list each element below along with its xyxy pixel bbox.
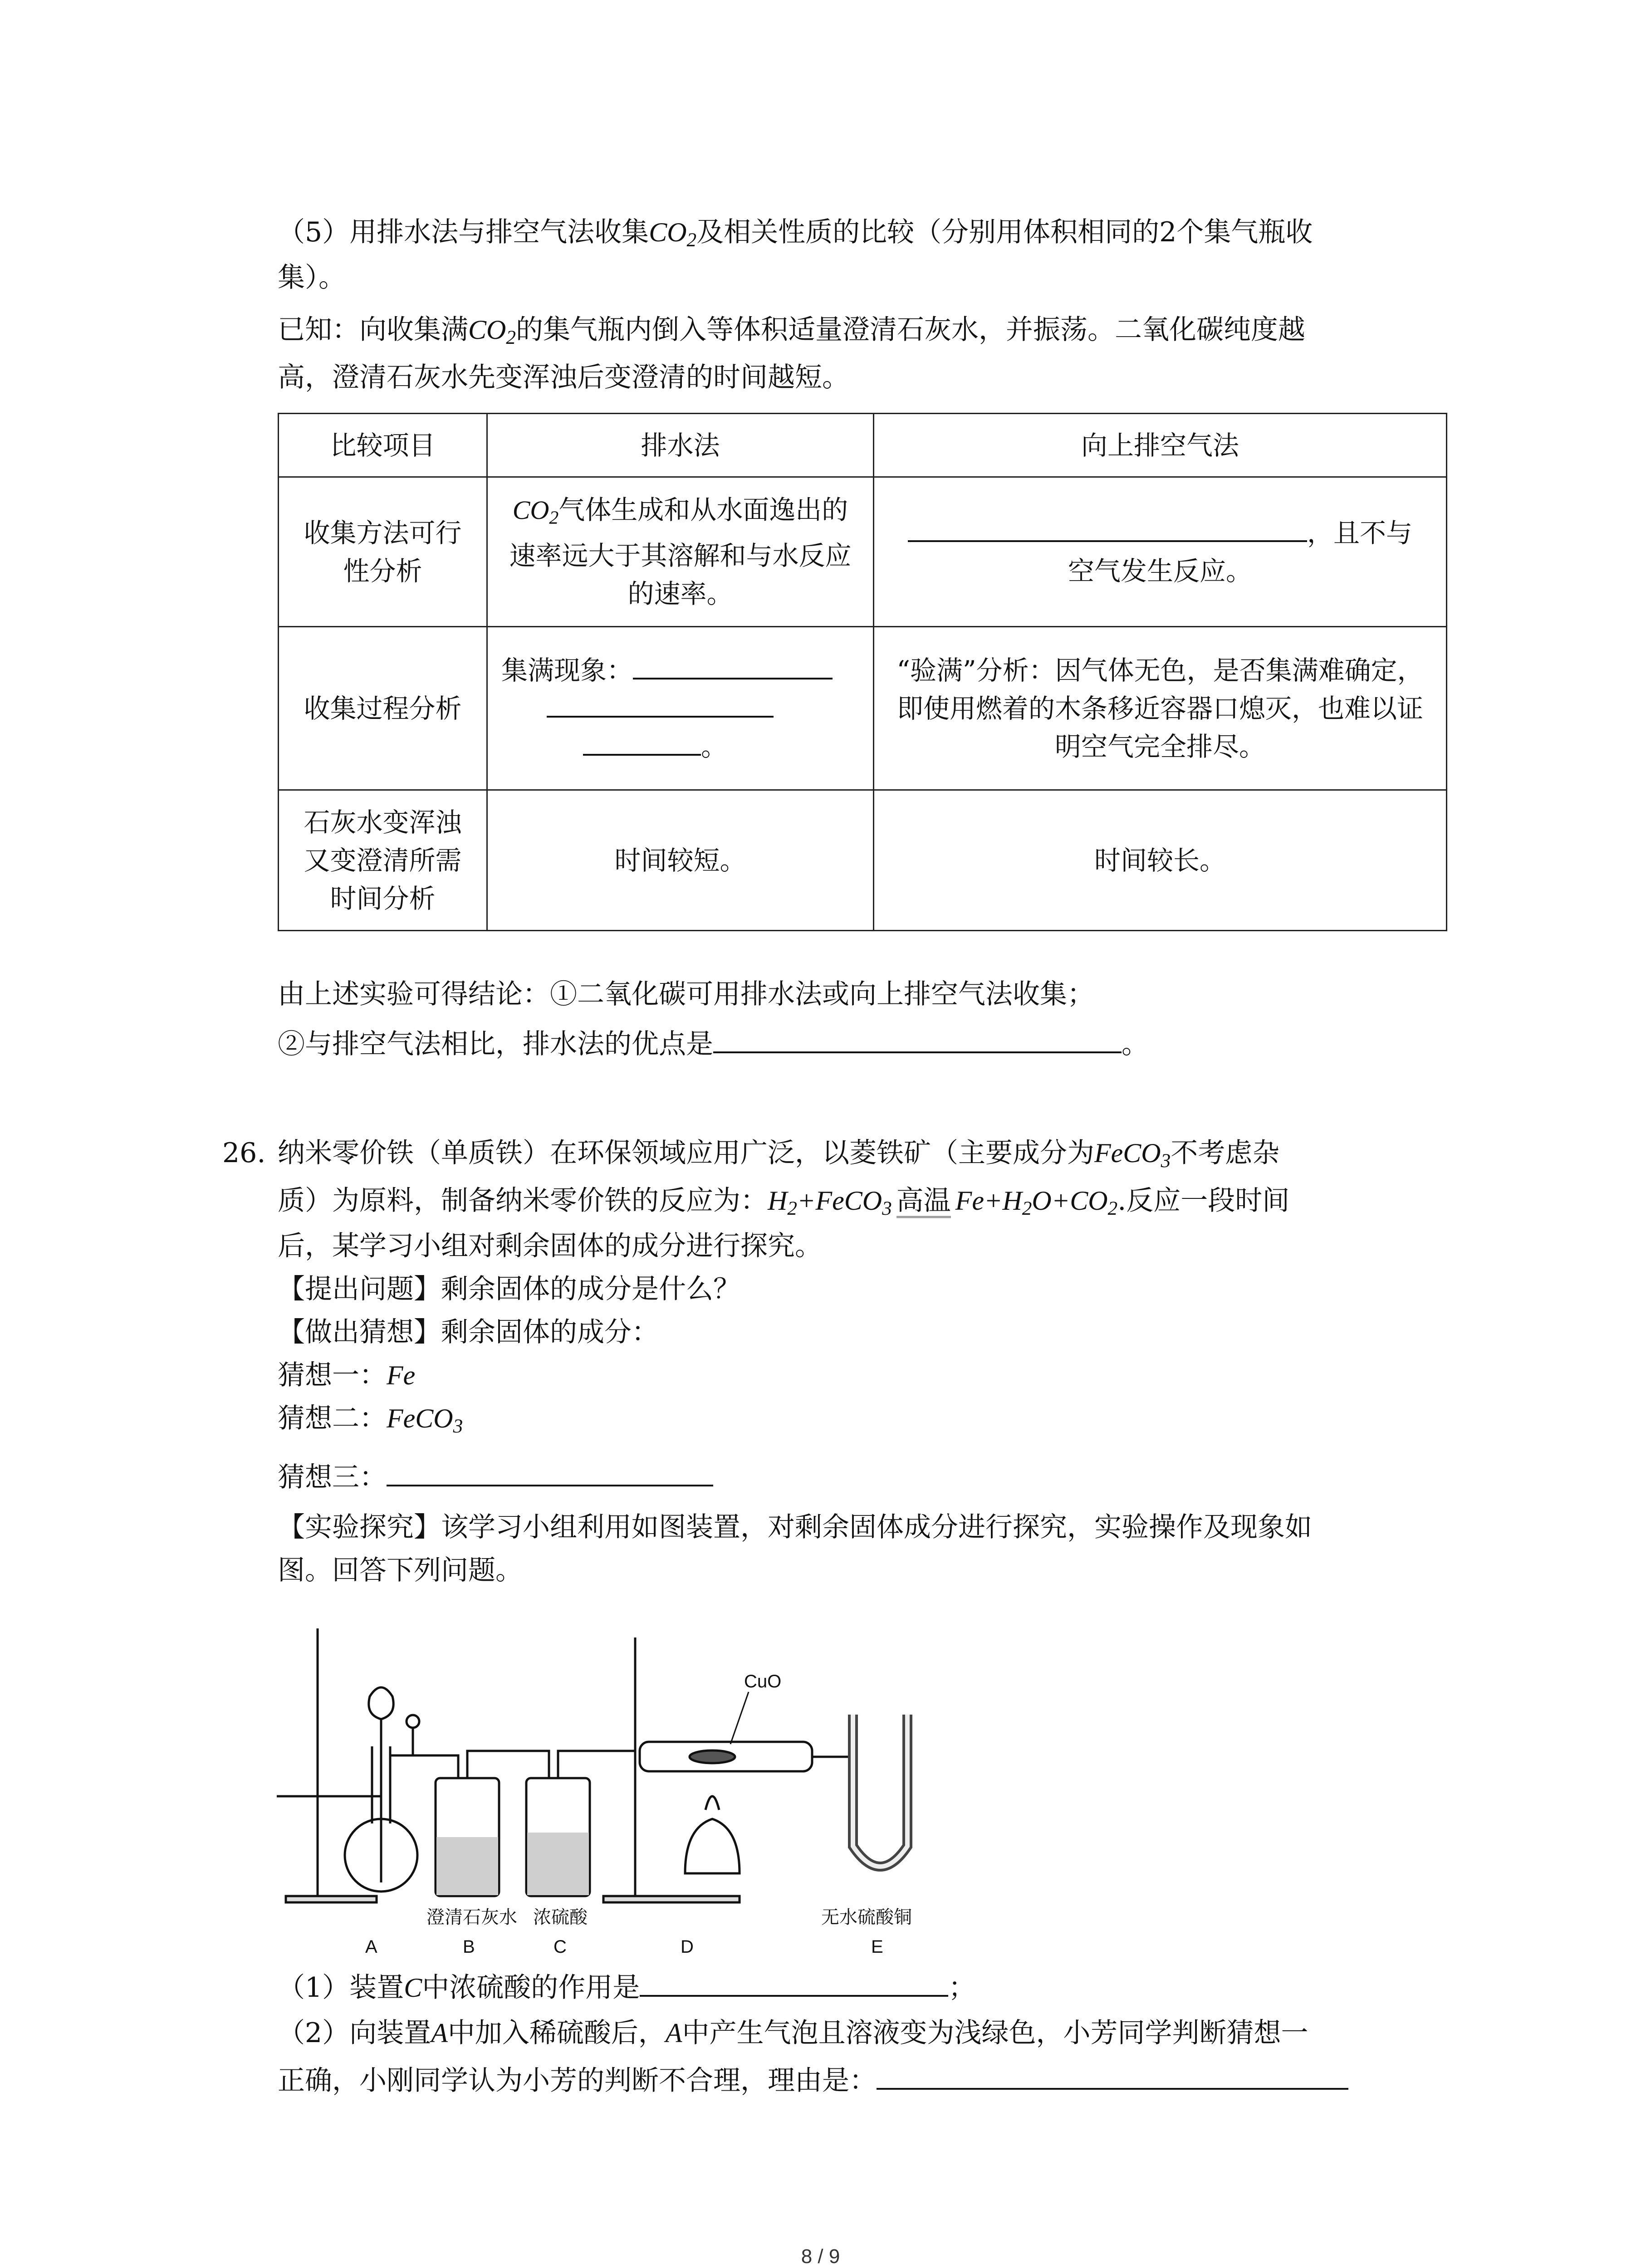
- label-e-text: 无水硫酸铜: [821, 1907, 912, 1927]
- q26-explore1: 【实验探究】该学习小组利用如图装置，对剩余固体成分进行探究，实验操作及现象如: [278, 1511, 1312, 1543]
- feco3: FeCO: [815, 1186, 882, 1216]
- sub: 3: [453, 1415, 463, 1437]
- answer-blank[interactable]: [877, 2062, 1348, 2090]
- text: 已知：向收集满: [278, 314, 468, 346]
- label-b: B: [463, 1937, 475, 1957]
- q26-sub2: [278, 2014, 1308, 2052]
- text: 正确，小刚同学认为小芳的判断不合理，理由是：: [278, 2065, 877, 2097]
- comparison-table: [278, 413, 1447, 931]
- table-row: [279, 790, 1447, 931]
- feco3-formula: [387, 1403, 463, 1437]
- reaction-condition: [892, 1182, 955, 1220]
- text: （1）装置: [278, 1972, 404, 2004]
- feco3-formula: [1094, 1138, 1171, 1172]
- text: ②与排空气法相比，排水法的优点是: [278, 1028, 713, 1060]
- text: 不考虑杂: [1171, 1137, 1280, 1169]
- text: 。: [1122, 1028, 1149, 1060]
- label-c: C: [554, 1937, 567, 1957]
- header-item: 比较项目: [279, 414, 487, 477]
- co2-text: CO: [468, 315, 506, 345]
- condition-text: 高温: [896, 1185, 951, 1217]
- part5-line1: [278, 213, 1313, 259]
- text: 中浓硫酸的作用是: [422, 1972, 640, 2004]
- text: 猜想二：: [278, 1403, 387, 1434]
- page-number: 8 / 9: [801, 2245, 840, 2268]
- text: 猜想三：: [278, 1461, 387, 1493]
- sub: 2: [1107, 1198, 1118, 1219]
- part5-line3: [278, 311, 1305, 357]
- row1-water-text: 气体生成和从水面逸出的速率远大于其溶解和与水反应的速率。: [509, 494, 852, 610]
- text: 及相关性质的比较（分别用体积相同的2个集气瓶收: [696, 216, 1313, 248]
- stopcock-a: [407, 1715, 419, 1728]
- co2-text: CO: [512, 495, 549, 525]
- answer-blank[interactable]: [583, 728, 701, 756]
- label-e: E: [871, 1937, 883, 1957]
- tube-bc: [467, 1751, 549, 1778]
- fe-formula: Fe: [387, 1360, 416, 1390]
- h: H: [1002, 1186, 1022, 1216]
- funnel-a: [369, 1687, 393, 1719]
- row1-air-text2: 空气发生反应。: [1068, 555, 1252, 587]
- co2-formula: [468, 315, 516, 348]
- table-header-row: [279, 414, 1447, 477]
- answer-blank[interactable]: [633, 651, 833, 679]
- answer-blank[interactable]: [547, 689, 774, 718]
- text: .反应一段时间: [1117, 1185, 1290, 1217]
- text: 质）为原料，制备纳米零价铁的反应为：: [278, 1185, 768, 1217]
- row1-air: [874, 477, 1447, 627]
- q26-guess1: [278, 1356, 415, 1394]
- reaction-equation: [768, 1186, 892, 1219]
- answer-blank[interactable]: [640, 1969, 948, 1997]
- plus: +: [984, 1186, 1003, 1216]
- co2-sub: 2: [549, 507, 559, 528]
- co2-sub: 2: [506, 327, 516, 348]
- reaction-products: [955, 1186, 1118, 1219]
- row2-water-text: 集满现象：: [501, 655, 633, 686]
- plus: +: [797, 1186, 816, 1216]
- q26-number: 26.: [222, 1137, 266, 1169]
- q26-explore2: 图。回答下列问题。: [278, 1554, 523, 1586]
- q26-line1: [278, 1134, 1279, 1180]
- table-row: [279, 627, 1447, 790]
- apparatus-figure: [277, 1628, 921, 1960]
- text: ；: [948, 1972, 976, 2004]
- sub: 3: [1161, 1150, 1171, 1172]
- row1-label: 收集方法可行性分析: [279, 477, 487, 627]
- conclusion-line1: 由上述实验可得结论：①二氧化碳可用排水法或向上排空气法收集；: [278, 978, 1094, 1010]
- text: 纳米零价铁（单质铁）在环保领域应用广泛，以菱铁矿（主要成分为: [278, 1137, 1094, 1169]
- part5-line2: 集）。: [278, 262, 346, 293]
- text: 猜想一：: [278, 1359, 387, 1391]
- text: 中加入稀硫酸后，: [447, 2017, 666, 2049]
- text: （2）向装置: [278, 2017, 431, 2049]
- part5-line4: 高，澄清石灰水先变浑浊后变澄清的时间越短。: [278, 362, 849, 393]
- co2-formula: [649, 217, 697, 251]
- sub: 2: [1022, 1198, 1032, 1219]
- co2-text: CO: [649, 217, 687, 247]
- u-tube-e: [853, 1715, 907, 1867]
- tube-ab: [390, 1755, 458, 1778]
- row1-water: [487, 477, 874, 627]
- row3-air: 时间较长。: [874, 790, 1447, 931]
- q26-line2: [278, 1182, 1289, 1228]
- row2-label: 收集过程分析: [279, 627, 487, 790]
- label-a: A: [365, 1937, 377, 1957]
- answer-blank[interactable]: [387, 1458, 713, 1486]
- feco3-text: FeCO: [387, 1403, 453, 1433]
- text: （5）用排水法与排空气法收集: [278, 216, 649, 248]
- label-d: D: [681, 1937, 694, 1957]
- sub: 3: [882, 1198, 892, 1219]
- tube-cd: [558, 1751, 635, 1778]
- q26-sub2-line2: [278, 2062, 1348, 2100]
- label-a-ref: A: [665, 2018, 682, 2048]
- q26-sub1: [278, 1969, 975, 2007]
- plus: +: [1051, 1186, 1070, 1216]
- q26-guess2: [278, 1399, 463, 1446]
- label-b-text: 澄清石灰水: [426, 1907, 517, 1927]
- cuo-powder: [690, 1750, 735, 1763]
- label-c-text: 浓硫酸: [533, 1907, 588, 1927]
- answer-blank[interactable]: [908, 514, 1307, 542]
- label-cuo: CuO: [744, 1672, 782, 1691]
- co2-sub: 2: [686, 229, 697, 251]
- q26-guess3: [278, 1458, 713, 1496]
- feco3-text: FeCO: [1094, 1138, 1161, 1168]
- sub: 2: [787, 1198, 797, 1219]
- row3-label: 石灰水变浑浊又变澄清所需时间分析: [279, 790, 487, 931]
- label-a-ref: A: [431, 2018, 448, 2048]
- o: O: [1032, 1186, 1052, 1216]
- alcohol-lamp: [685, 1819, 740, 1873]
- row2-water: [487, 627, 874, 790]
- row2-water-end: 。: [701, 731, 728, 762]
- stand-base-d: [603, 1896, 740, 1902]
- co2-formula: [512, 495, 559, 528]
- text: 的集气瓶内倒入等体积适量澄清石灰水，并振荡。二氧化碳纯度越: [515, 314, 1305, 346]
- h2: H: [768, 1186, 788, 1216]
- row2-air: “验满”分析：因气体无色，是否集满难确定，即使用燃着的木条移近容器口熄灭，也难以证明空气完全排尽。: [874, 627, 1447, 790]
- q26-line3: 后，某学习小组对剩余固体的成分进行探究。: [278, 1230, 822, 1262]
- text: 中产生气泡且溶液变为浅绿色，小芳同学判断猜想一: [682, 2017, 1308, 2049]
- row1-air-text: ，且不与: [1307, 517, 1412, 548]
- stand-base-a: [286, 1896, 377, 1902]
- conclusion-line2: [278, 1025, 1149, 1063]
- table-row: [279, 477, 1447, 627]
- answer-blank[interactable]: [713, 1025, 1122, 1053]
- fe: Fe: [955, 1186, 984, 1216]
- row3-water: 时间较短。: [487, 790, 874, 931]
- q26-guess: 【做出猜想】剩余固体的成分：: [278, 1316, 659, 1348]
- q26-question: 【提出问题】剩余固体的成分是什么？: [278, 1273, 740, 1305]
- header-water: 排水法: [487, 414, 874, 477]
- header-air: 向上排空气法: [874, 414, 1447, 477]
- co: CO: [1070, 1186, 1108, 1216]
- label-c-ref: C: [404, 1973, 422, 2003]
